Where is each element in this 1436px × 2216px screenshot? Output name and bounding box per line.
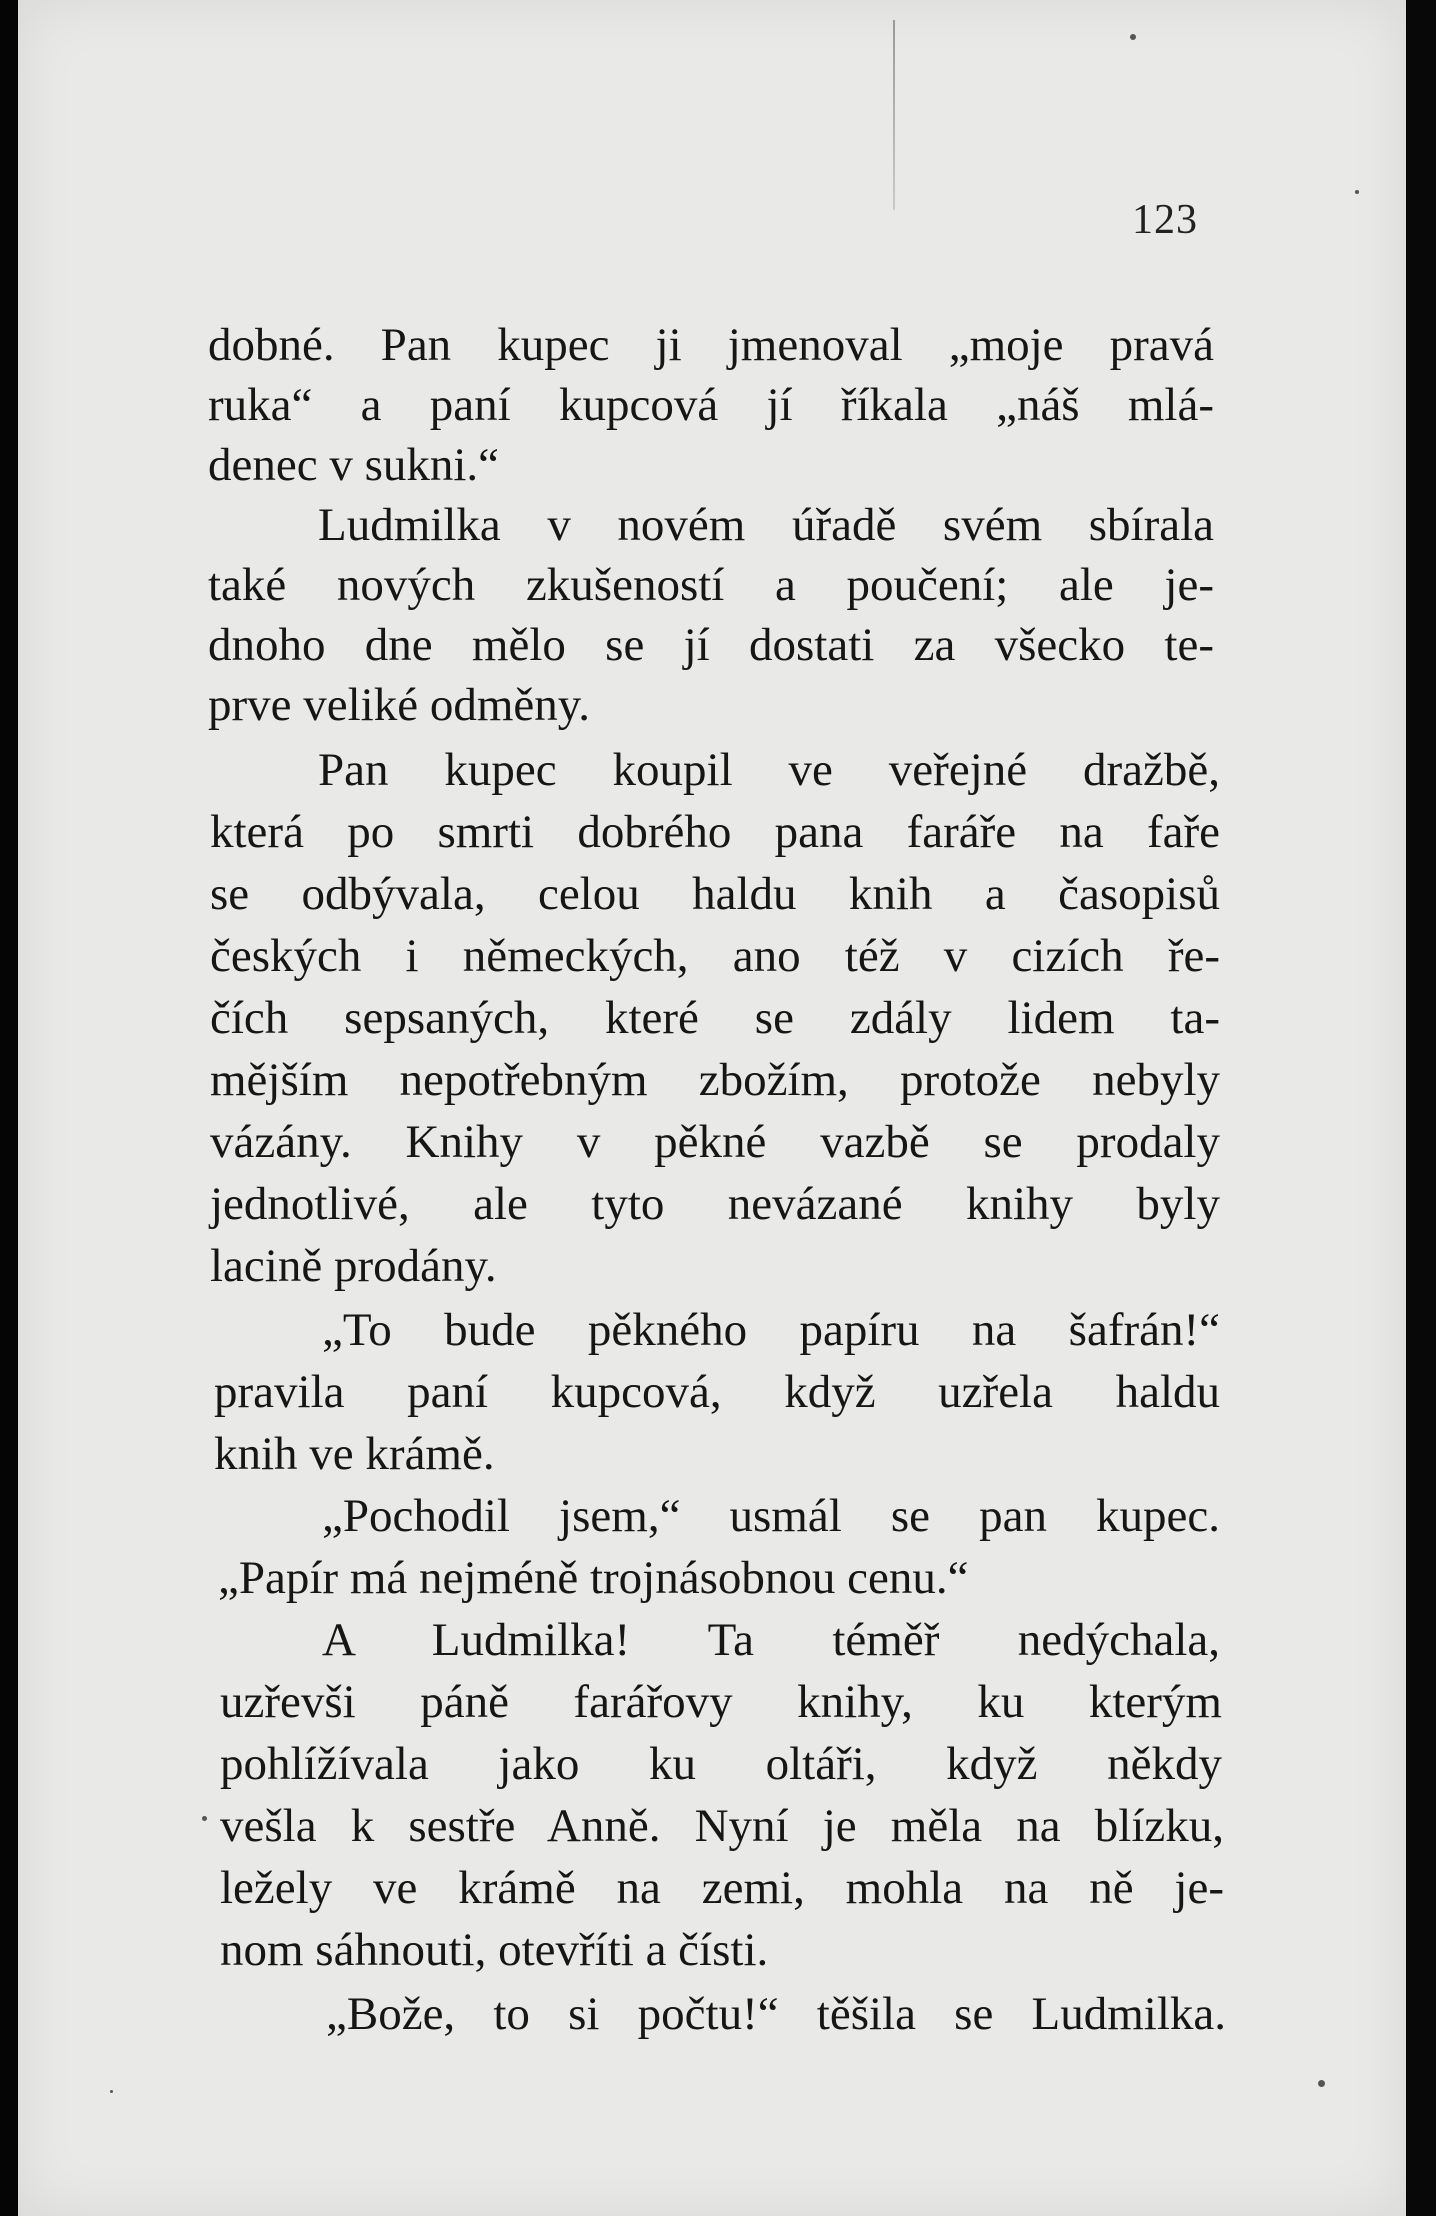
text-line: nom sáhnouti, otevříti a čísti. bbox=[220, 1924, 769, 1976]
text-line: také nových zkušeností a poučení; ale je- bbox=[208, 559, 1214, 611]
scan-edge-left bbox=[0, 0, 18, 2216]
text-line: knih ve krámě. bbox=[214, 1428, 495, 1480]
text-line: jednotlivé, ale tyto nevázané knihy byly bbox=[210, 1178, 1220, 1230]
text-line: Pan kupec koupil ve veřejné dražbě, bbox=[318, 744, 1220, 796]
text-line: mějším nepotřebným zbožím, protože nebyly bbox=[210, 1054, 1220, 1106]
scan-speck bbox=[202, 1816, 207, 1821]
text-line: prve veliké odměny. bbox=[208, 679, 590, 731]
text-line: lacině prodány. bbox=[210, 1240, 497, 1292]
scan-speck bbox=[1355, 190, 1359, 194]
text-line: dnoho dne mělo se jí dostati za všecko te- bbox=[208, 619, 1214, 671]
text-line: českých i německých, ano též v cizích ře- bbox=[210, 930, 1220, 982]
text-line: se odbývala, celou haldu knih a časopisů bbox=[210, 868, 1220, 920]
text-line: ležely ve krámě na zemi, mohla na ně je- bbox=[220, 1862, 1224, 1914]
text-line: Ludmilka v novém úřadě svém sbírala bbox=[318, 499, 1214, 551]
text-line: A Ludmilka! Ta téměř nedýchala, bbox=[322, 1614, 1220, 1666]
text-line: uzřevši páně farářovy knihy, ku kterým bbox=[220, 1676, 1222, 1728]
page-number: 123 bbox=[1132, 197, 1198, 243]
scan-speck bbox=[1318, 2080, 1325, 2087]
text-line: denec v sukni.“ bbox=[208, 439, 500, 491]
page-crease bbox=[893, 20, 895, 210]
text-line: „Pochodil jsem,“ usmál se pan kupec. bbox=[322, 1490, 1220, 1542]
text-line: „To bude pěkného papíru na šafrán!“ bbox=[322, 1304, 1220, 1356]
text-line: čích sepsaných, které se zdály lidem ta- bbox=[210, 992, 1220, 1044]
text-line: pohlížívala jako ku oltáři, když někdy bbox=[220, 1738, 1222, 1790]
text-line: „Papír má nejméně trojnásobnou cenu.“ bbox=[218, 1552, 969, 1604]
text-line: ruka“ a paní kupcová jí říkala „náš mlá- bbox=[208, 379, 1214, 431]
text-line: vešla k sestře Anně. Nyní je měla na blízku, bbox=[220, 1800, 1224, 1852]
text-line: pravila paní kupcová, když uzřela haldu bbox=[214, 1366, 1220, 1418]
text-line: vázány. Knihy v pěkné vazbě se prodaly bbox=[210, 1116, 1220, 1168]
scan-edge-right bbox=[1406, 0, 1436, 2216]
text-line: která po smrti dobrého pana faráře na faře bbox=[210, 806, 1220, 858]
scan-speck bbox=[110, 2090, 113, 2093]
text-line: „Bože, to si počtu!“ těšila se Ludmilka. bbox=[326, 1988, 1226, 2040]
text-line: dobné. Pan kupec ji jmenoval „moje pravá bbox=[208, 319, 1214, 371]
scan-speck bbox=[1130, 34, 1136, 40]
